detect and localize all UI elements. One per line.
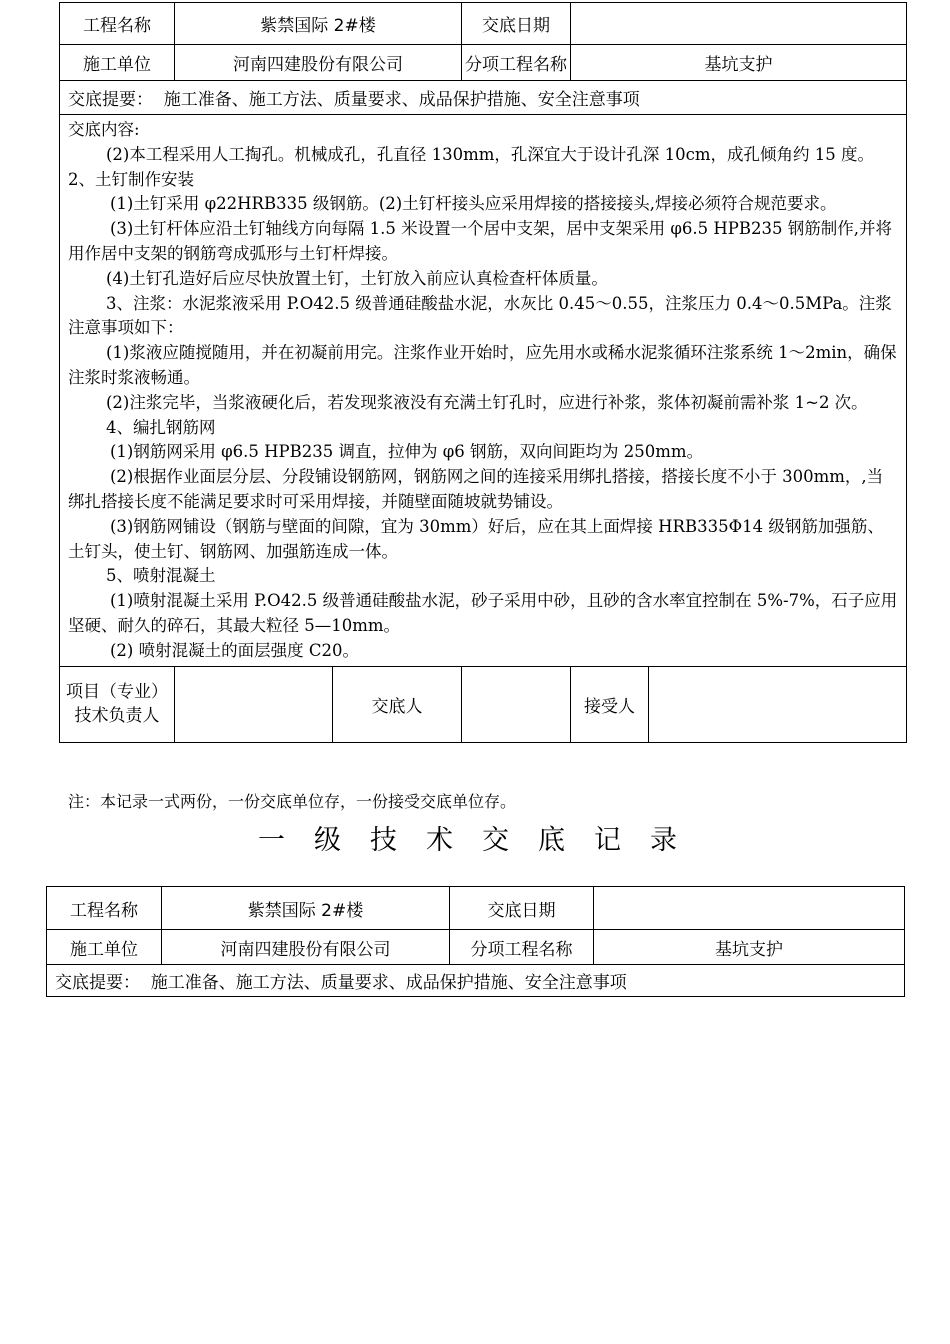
content-cell (60, 115, 907, 667)
content-paragraph: (1)喷射混凝土采用 P.O42.5 级普通硅酸盐水泥，砂子采用中砂，且砂的含水率宜控制在 5%-7%，石子应用坚硬、耐久的碎石，其最大粒径 5—10mm。 (68, 591, 898, 635)
page-title (258, 818, 706, 857)
title-char: 录 (650, 825, 677, 856)
subitem-value: 基坑支护 (594, 930, 905, 965)
project-name-label: 工程名称 (60, 3, 175, 45)
disclosure-record-table-2 (46, 886, 905, 997)
unit-label: 施工单位 (60, 45, 175, 81)
content-paragraph: (2) 喷射混凝土的面层强度 C20。 (110, 640, 359, 660)
content-paragraph: (2)根据作业面层分层、分段铺设钢筋网，钢筋网之间的连接采用绑扎搭接，搭接长度不小于 300mm，,当绑扎搭接长度不能满足要求时可采用焊接，并随壁面随坡就势铺设。 (68, 467, 884, 511)
project-name-value: 紫禁国际 2#楼 (175, 3, 462, 45)
subitem-label: 分项工程名称 (450, 930, 594, 965)
unit-value: 河南四建股份有限公司 (162, 930, 450, 965)
tech-lead-signature (175, 666, 333, 742)
summary-row: 交底提要： 施工准备、施工方法、质量要求、成品保护措施、安全注意事项 (60, 81, 907, 115)
discloser-label: 交底人 (333, 666, 462, 742)
tech-lead-label: 项目（专业）技术负责人 (60, 666, 175, 742)
content-paragraph: (1)浆液应随搅随用，并在初凝前用完。注浆作业开始时，应先用水或稀水泥浆循环注浆系统 1～2min，确保注浆时浆液畅通。 (68, 343, 897, 387)
receiver-signature (649, 666, 907, 742)
discloser-signature (462, 666, 571, 742)
date-value (571, 3, 907, 45)
content-heading: 交底内容: (68, 120, 140, 139)
record-note: 注：本记录一式两份，一份交底单位存，一份接受交底单位存。 (68, 792, 517, 811)
date-value (594, 887, 905, 930)
content-paragraph: (4)土钉孔造好后应尽快放置土钉，土钉放入前应认真检查杆体质量。 (106, 268, 608, 288)
date-label: 交底日期 (450, 887, 594, 930)
title-char: 记 (594, 825, 621, 856)
subitem-label: 分项工程名称 (462, 45, 571, 81)
title-char: 级 (314, 825, 341, 856)
project-name-value: 紫禁国际 2#楼 (162, 887, 450, 930)
summary-row: 交底提要： 施工准备、施工方法、质量要求、成品保护措施、安全注意事项 (47, 965, 905, 997)
subitem-value: 基坑支护 (571, 45, 907, 81)
receiver-label: 接受人 (571, 666, 649, 742)
content-paragraph: (3)钢筋网铺设（钢筋与壁面的间隙，宜为 30mm）好后，应在其上面焊接 HRB335Φ14 级钢筋加强筋、土钉头，使土钉、钢筋网、加强筋连成一体。 (68, 516, 884, 561)
project-name-label: 工程名称 (47, 887, 162, 930)
title-char: 技 (370, 825, 397, 856)
disclosure-record-table-1 (59, 2, 907, 743)
content-paragraph: 5、喷射混凝土 (106, 566, 216, 586)
unit-value: 河南四建股份有限公司 (175, 45, 462, 81)
content-paragraph: (2)本工程采用人工掏孔。机械成孔，孔直径 130mm，孔深宜大于设计孔深 10cm，成孔倾角约 15 度。2、土钉制作安装 (68, 144, 875, 189)
title-char: 一 (258, 825, 285, 856)
content-paragraph: 3、注浆：水泥浆液采用 P.O42.5 级普通硅酸盐水泥，水灰比 0.45～0.55，注浆压力 0.4～0.5MPa。注浆注意事项如下： (68, 293, 892, 338)
unit-label: 施工单位 (47, 930, 162, 965)
title-char: 交 (482, 825, 509, 856)
content-paragraph: (1)土钉采用 φ22HRB335 级钢筋。(2)土钉杆接头应采用焊接的搭接接头,焊接必须符合规范要求。 (110, 194, 837, 214)
title-char: 底 (538, 825, 565, 856)
date-label: 交底日期 (462, 3, 571, 45)
content-paragraph: 4、编扎钢筋网 (106, 417, 216, 437)
title-char: 术 (426, 825, 453, 856)
content-paragraph: (2)注浆完毕，当浆液硬化后，若发现浆液没有充满土钉孔时，应进行补浆，浆体初凝前需补浆 1~2 次。 (106, 392, 868, 412)
content-paragraph: (1)钢筋网采用 φ6.5 HPB235 调直，拉伸为 φ6 钢筋，双向间距均为 250mm。 (110, 442, 704, 462)
content-paragraph: (3)土钉杆体应沿土钉轴线方向每隔 1.5 米设置一个居中支架，居中支架采用 φ6.5 HPB235 钢筋制作,并将用作居中支架的钢筋弯成弧形与土钉杆焊接。 (68, 219, 892, 263)
